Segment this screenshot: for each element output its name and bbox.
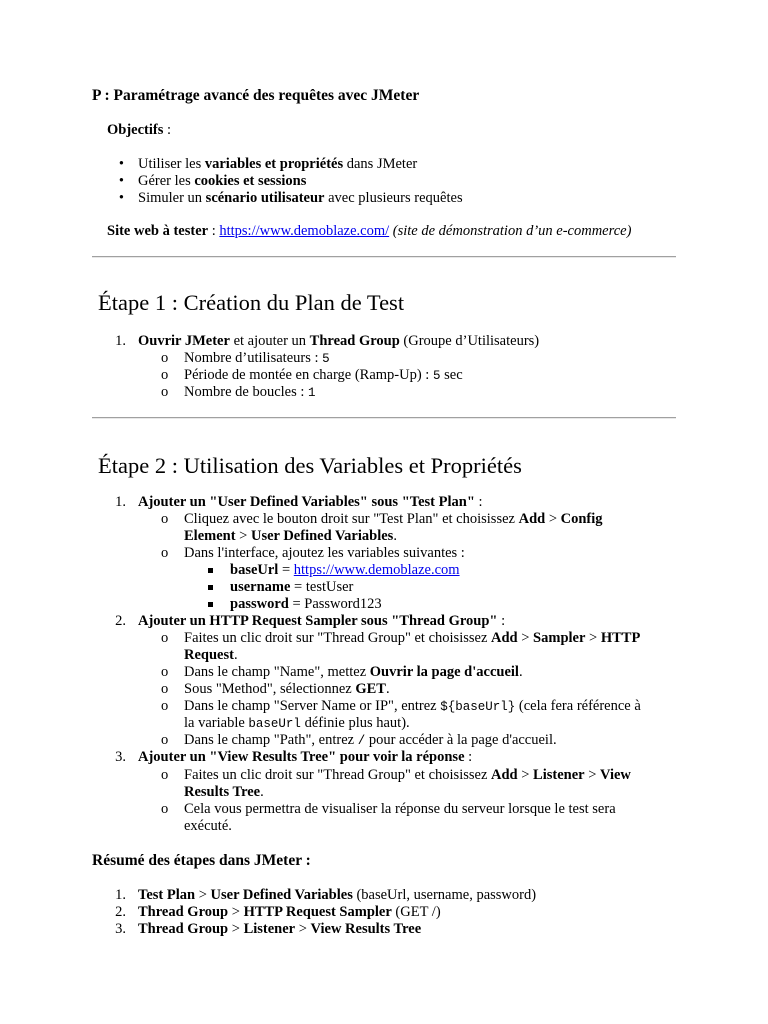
variable-item: username = testUser — [230, 579, 354, 595]
divider — [92, 417, 676, 419]
circle-bullet-icon — [161, 350, 168, 367]
summary-item: Test Plan > User Defined Variables (baseUrl, username, password) — [138, 887, 537, 903]
summary-item: Thread Group > HTTP Request Sampler (GET /) — [138, 904, 441, 920]
variable-item: password = Password123 — [230, 596, 382, 612]
square-bullet-icon — [208, 568, 213, 573]
step2-subitem-cont: exécuté. — [184, 818, 232, 834]
site-label: Site web à tester — [107, 223, 209, 239]
site-line: Site web à tester : https://www.demoblaze.com/ (site de démonstration d’un e-commerce) — [107, 223, 632, 239]
summary-item: Thread Group > Listener > View Results Tree — [138, 921, 422, 937]
step2-subitem-cont: la variable baseUrl définie plus haut). — [184, 715, 410, 731]
circle-bullet-icon — [161, 384, 168, 401]
step1-heading: Étape 1 : Création du Plan de Test — [98, 290, 405, 315]
bullet-icon — [110, 156, 124, 173]
list-number: 2. — [115, 613, 126, 629]
divider — [92, 256, 676, 258]
document-title: P : Paramétrage avancé des requêtes avec JMeter — [92, 87, 420, 104]
baseurl-link[interactable]: https://www.demoblaze.com — [293, 562, 460, 578]
list-number: 1. — [115, 494, 126, 510]
circle-bullet-icon — [161, 630, 168, 647]
summary-heading: Résumé des étapes dans JMeter : — [92, 852, 311, 869]
objective-item: Gérer les cookies et sessions — [138, 173, 307, 189]
step2-subitem: Cliquez avec le bouton droit sur "Test Plan" et choisissez Add > Config — [184, 511, 603, 527]
step2-subitem: Dans le champ "Server Name or IP", entrez ${baseUrl} (cela fera référence à — [184, 698, 641, 714]
step2-item-title: Ajouter un "User Defined Variables" sous "Test Plan" : — [138, 494, 483, 510]
step2-item-title: Ajouter un HTTP Request Sampler sous "Thread Group" : — [138, 613, 506, 629]
circle-bullet-icon — [161, 367, 168, 384]
site-link[interactable]: https://www.demoblaze.com/ — [219, 223, 390, 239]
step1-subitem: Nombre d’utilisateurs : 5 — [184, 350, 330, 366]
step2-subitem-cont: Results Tree. — [184, 784, 264, 800]
bullet-icon — [110, 190, 124, 207]
circle-bullet-icon — [161, 698, 168, 715]
circle-bullet-icon — [161, 511, 168, 528]
step2-subitem: Faites un clic droit sur "Thread Group" et choisissez Add > Listener > View — [184, 767, 631, 783]
step2-subitem: Sous "Method", sélectionnez GET. — [184, 681, 390, 697]
circle-bullet-icon — [161, 767, 168, 784]
objectives-label: Objectifs : — [107, 122, 172, 138]
list-number: 1. — [115, 333, 126, 349]
site-note: (site de démonstration d’un e-commerce) — [389, 223, 632, 239]
circle-bullet-icon — [161, 664, 168, 681]
step1-item: Ouvrir JMeter et ajouter un Thread Group (Groupe d’Utilisateurs) — [138, 333, 540, 349]
step1-subitem: Nombre de boucles : 1 — [184, 384, 316, 400]
step2-subitem: Cela vous permettra de visualiser la réponse du serveur lorsque le test sera — [184, 801, 616, 817]
circle-bullet-icon — [161, 545, 168, 562]
step2-subitem: Faites un clic droit sur "Thread Group" et choisissez Add > Sampler > HTTP — [184, 630, 641, 646]
list-number: 2. — [115, 904, 126, 920]
list-number: 1. — [115, 887, 126, 903]
step2-subitem-cont: Element > User Defined Variables. — [184, 528, 397, 544]
step2-item-title: Ajouter un "View Results Tree" pour voir la réponse : — [138, 749, 473, 765]
circle-bullet-icon — [161, 801, 168, 818]
list-number: 3. — [115, 921, 126, 937]
objective-item: Utiliser les variables et propriétés dans JMeter — [138, 156, 418, 172]
step2-subitem-cont: Request. — [184, 647, 238, 663]
step2-subitem: Dans le champ "Path", entrez / pour accéder à la page d'accueil. — [184, 732, 557, 748]
objective-item: Simuler un scénario utilisateur avec plusieurs requêtes — [138, 190, 463, 206]
square-bullet-icon — [208, 585, 213, 590]
bullet-icon — [110, 173, 124, 190]
square-bullet-icon — [208, 602, 213, 607]
step2-subitem: Dans le champ "Name", mettez Ouvrir la page d'accueil. — [184, 664, 523, 680]
step2-heading: Étape 2 : Utilisation des Variables et Propriétés — [98, 453, 522, 478]
circle-bullet-icon — [161, 681, 168, 698]
step1-subitem: Période de montée en charge (Ramp-Up) : 5 sec — [184, 367, 463, 383]
variable-item: baseUrl = https://www.demoblaze.com — [230, 562, 460, 578]
list-number: 3. — [115, 749, 126, 765]
circle-bullet-icon — [161, 732, 168, 749]
step2-subitem: Dans l'interface, ajoutez les variables suivantes : — [184, 545, 465, 561]
